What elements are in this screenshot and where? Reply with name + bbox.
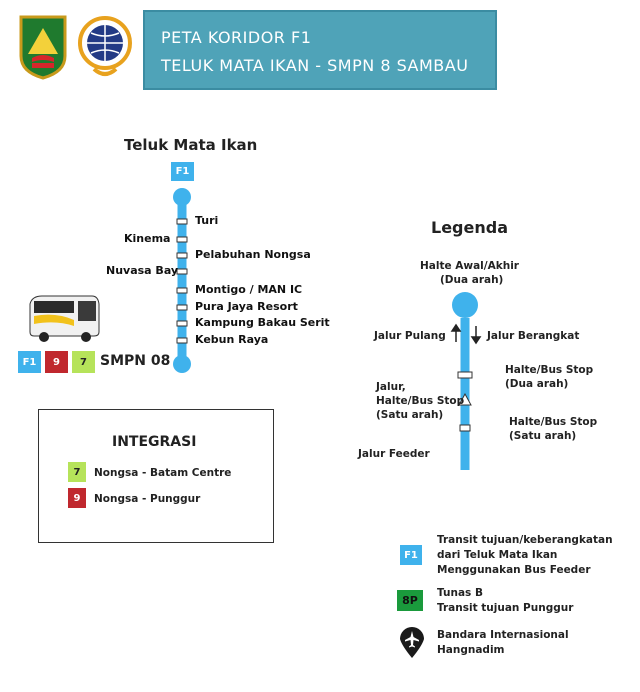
legend-terminal-line1: Halte Awal/Akhir [420,260,519,272]
legend-depart-label: Jalur Berangkat [487,330,580,342]
integration-7-label: Nongsa - Batam Centre [94,467,232,479]
origin-name: Teluk Mata Ikan [124,136,258,154]
legend-one-way-line1: Jalur, [376,381,406,393]
map-title: PETA KORIDOR F1 [161,28,312,47]
airport-pin-icon [398,625,426,659]
stop-pelabuhan-nongsa: Pelabuhan Nongsa [195,248,311,261]
stop-kebun-raya: Kebun Raya [195,333,269,346]
legend-return-label: Jalur Pulang [374,330,446,342]
legend-one-way-line3: (Satu arah) [376,409,444,421]
stop-pura-jaya: Pura Jaya Resort [195,300,298,313]
note-airport-line1: Bandara Internasional [437,629,569,641]
legend-feeder-label: Jalur Feeder [358,448,430,460]
note-8p-badge: 8P [397,590,423,611]
legend-two-way-line1: Halte/Bus Stop [505,364,594,376]
note-f1-line2: dari Teluk Mata Ikan [437,549,558,561]
stop-kinema: Kinema [124,232,171,245]
legend-title: Legenda [431,218,508,237]
destination-9-badge: 9 [45,351,68,373]
arrow-up-icon [452,325,460,331]
note-f1-line1: Transit tujuan/keberangkatan [437,534,613,546]
legend-terminal-line2: (Dua arah) [440,274,504,286]
legend-two-way-stop-marker [458,372,472,378]
arrow-down-icon [472,337,480,343]
stop-montigo: Montigo / MAN IC [195,283,303,296]
integration-7-badge: 7 [68,462,86,482]
origin-f1-badge: F1 [171,162,194,181]
legend-terminal-marker [452,292,478,318]
legend-one-way-stop-marker [460,425,470,431]
note-tunas-line1: Tunas B [437,587,483,599]
stop-nuvasa-bay: Nuvasa Bay [106,264,179,277]
destination-name: SMPN 08 [100,353,171,369]
destination-f1-badge: F1 [18,351,41,373]
note-f1-line3: Menggunakan Bus Feeder [437,564,591,576]
destination-7-badge: 7 [72,351,95,373]
legend-two-way-line2: (Dua arah) [505,378,569,390]
note-airport-line2: Hangnadim [437,644,505,656]
stop-turi: Turi [195,214,219,227]
note-f1-badge: F1 [400,545,422,565]
legend-one-way-stop-line2: (Satu arah) [509,430,577,442]
map-subtitle: TELUK MATA IKAN - SMPN 8 SAMBAU [161,56,469,75]
legend-one-way-line2: Halte/Bus Stop [376,395,465,407]
legend-one-way-stop-line1: Halte/Bus Stop [509,416,598,428]
note-tunas-line2: Transit tujuan Punggur [437,602,574,614]
stop-kampung-bakau-serit: Kampung Bakau Serit [195,316,330,329]
integration-9-badge: 9 [68,488,86,508]
integration-title: INTEGRASI [112,434,197,450]
integration-9-label: Nongsa - Punggur [94,493,201,505]
